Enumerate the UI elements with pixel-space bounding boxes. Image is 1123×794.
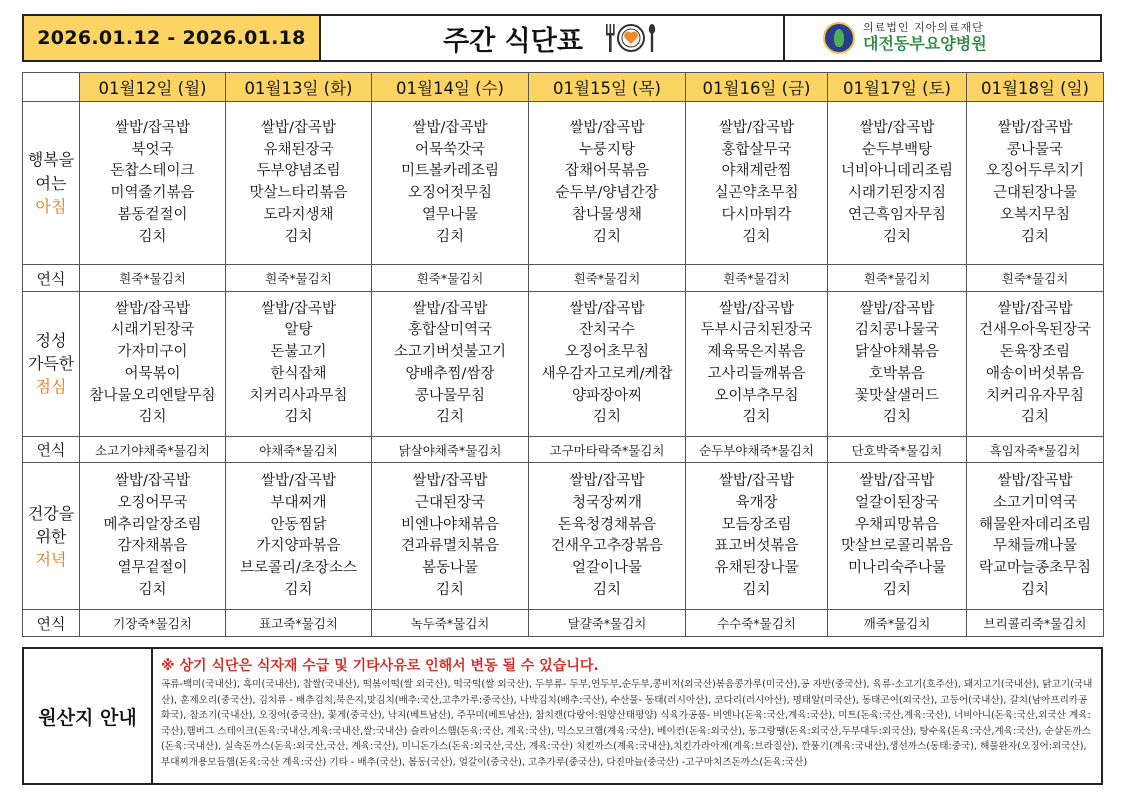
menu-item: 안동찜닭 bbox=[270, 516, 327, 533]
menu-item: 해물완자데리조림 bbox=[978, 516, 1092, 533]
menu-item: 새우감자고로케/케찹 bbox=[541, 365, 673, 382]
menu-cell bbox=[686, 102, 828, 265]
change-warning: ※ 상기 식단은 식자재 수급 및 기타사유로 인해서 변동 될 수 있습니다. bbox=[161, 658, 599, 674]
snack-cell: 고구마타락죽*물김치 bbox=[529, 436, 686, 463]
menu-item: 쌀밥/잡곡밥 bbox=[412, 300, 488, 317]
menu-item: 청국장찌개 bbox=[571, 494, 643, 511]
menu-item: 연근흑임자무침 bbox=[847, 206, 947, 223]
menu-item: 도라지생채 bbox=[263, 206, 334, 223]
menu-cell bbox=[686, 463, 828, 610]
menu-item: 다시마튀각 bbox=[721, 206, 792, 223]
menu-item: 김치 bbox=[742, 409, 771, 426]
menu-item: 치커리사과무침 bbox=[249, 387, 348, 404]
menu-item: 쌀밥/잡곡밥 bbox=[115, 300, 190, 317]
snack-cell: 표고죽*물김치 bbox=[226, 610, 372, 637]
menu-item: 봄동겉절이 bbox=[117, 206, 188, 223]
menu-item: 실곤약초무침 bbox=[714, 185, 799, 202]
snack-cell: 소고기야채죽*물김치 bbox=[80, 436, 226, 463]
menu-item: 비엔나야채볶음 bbox=[400, 516, 500, 533]
menu-item: 건새우아욱된장국 bbox=[978, 322, 1092, 339]
menu-item: 쌀밥/잡곡밥 bbox=[569, 119, 645, 136]
menu-item: 쌀밥/잡곡밥 bbox=[261, 473, 336, 490]
snack-cell: 흰죽*물김치 bbox=[967, 265, 1104, 292]
snack-label: 연식 bbox=[23, 436, 80, 463]
day-header: 01월14일 (수) bbox=[372, 73, 529, 102]
origin-text: 곡류-백미(국내산), 흑미(국내산), 찹쌀(국내산), 떡볶이떡(쌀 외국산), 떡국떡(쌀 외국산), 두부류- 두부,연두부,순두부,콩비지(외국산)볶음콩가루(미국산),공 자반(중국산), 육류-소고기(호주산), 돼지고기(국내산), 닭고기(국내산), 훈제오리(중국산), 김치류 - 배추김치,묵은지,맛김치(배추:국산,고추가루:중국산), 나박김치(배추:국산), 수산물- 동태(러시아산), 코다리(러시아산), 명태알(미국산), 동태곤이(외국산), 고등어(국내산), 갈치(남아프리카공화국), 참조기(국내산), 오징어(중국산), 꽃게(중국산), 낙지(베트남산), 주꾸미(베트남산), 참치캔(다랑어:원양산태평양) 식육가공품- 비엔나(돈육:국산,계육:국산), 미트(돈육:국산,계육:국산), 너비아니(돈육:국산,외국산 계육:국산),햄버그 스테이크(돈육:국내산,계육:국내산,쌀:국내산) 슬라이스햄(돈육:국산, 계육:국산), 믹스모크햄(계육:국산), 베이컨(돈육:외국산), 동그랑땡(돈육:외국산,두부대두:외국산), 탕수육(돈육:국산,계육:국산), 순살돈까스(돈육:국내산), 실속돈까스(돈육:외국산,국산, 계육:국산), 미니돈가스(돈육:외국산,국산, 계육:국산) 치킨까스(계육:국내산),치킨가라아게(계육:브라질산), 깐풍기(계육:국내산),생선까스(동태:중국), 해물완자(오징어:외국산), 부대찌개용모듬햄(돈육:국산 계육:국산) 기타 - 배추(국산), 봄동(국산), 얼갈이(중국산), 고추가루(중국산), 다진마늘(중국산) -고구마치즈돈까스(돈육:국산) bbox=[161, 679, 1093, 768]
menu-item: 오복지무침 bbox=[999, 206, 1071, 223]
menu-item: 맛살브로콜리볶음 bbox=[840, 538, 954, 555]
breakfast-row bbox=[23, 102, 1104, 265]
menu-item: 봄동나물 bbox=[421, 560, 479, 577]
menu-item: 누룽지탕 bbox=[578, 141, 636, 158]
menu-item: 쌀밥/잡곡밥 bbox=[412, 473, 488, 490]
menu-item: 김치 bbox=[138, 228, 167, 245]
menu-item: 돈육청경채볶음 bbox=[557, 516, 657, 533]
title-area bbox=[321, 16, 785, 60]
origin-body bbox=[153, 649, 1101, 783]
menu-cell bbox=[372, 291, 529, 436]
menu-item: 김치 bbox=[284, 581, 313, 598]
menu-item: 김치 bbox=[1020, 228, 1049, 245]
menu-item: 부대찌개 bbox=[270, 494, 327, 511]
snack-cell: 기장죽*물김치 bbox=[80, 610, 226, 637]
menu-item: 두부시금치된장국 bbox=[700, 322, 813, 339]
menu-item: 김치 bbox=[592, 581, 621, 598]
menu-item: 한식잡채 bbox=[270, 365, 327, 382]
menu-item: 꽃맛살샐러드 bbox=[854, 387, 940, 404]
snack-cell: 순두부야채죽*물김치 bbox=[686, 436, 828, 463]
heart-plate-icon bbox=[601, 21, 661, 55]
lunch-snack-row bbox=[23, 436, 1104, 463]
day-header: 01월18일 (일) bbox=[967, 73, 1104, 102]
lunch-label: 정성 가득한 점심 bbox=[23, 291, 80, 436]
menu-item: 제육묵은지볶음 bbox=[707, 344, 806, 361]
snack-cell: 흰죽*물김치 bbox=[80, 265, 226, 292]
snack-cell: 수수죽*물김치 bbox=[686, 610, 828, 637]
menu-item: 쌀밥/잡곡밥 bbox=[719, 300, 794, 317]
menu-item: 표고버섯볶음 bbox=[714, 538, 799, 555]
menu-item: 김치 bbox=[592, 228, 621, 245]
snack-cell: 흰죽*물김치 bbox=[686, 265, 828, 292]
menu-item: 김치콩나물국 bbox=[854, 322, 940, 339]
corner-cell bbox=[23, 73, 80, 102]
menu-item: 김치 bbox=[882, 409, 911, 426]
menu-item: 얼갈이된장국 bbox=[854, 494, 940, 511]
menu-item: 오이부추무침 bbox=[714, 387, 799, 404]
spoon-icon bbox=[649, 24, 655, 52]
menu-item: 유채된장국 bbox=[263, 141, 334, 158]
snack-cell: 흰죽*물김치 bbox=[226, 265, 372, 292]
menu-item: 홍합살미역국 bbox=[407, 322, 493, 339]
menu-cell bbox=[372, 463, 529, 610]
page-title: 주간 식단표 bbox=[443, 25, 583, 57]
menu-item: 김치 bbox=[1020, 581, 1049, 598]
menu-item: 콩나물무침 bbox=[414, 387, 486, 404]
menu-table bbox=[22, 72, 1104, 637]
dinner-label: 건강을 위한 저녁 bbox=[23, 463, 80, 610]
snack-cell: 흰죽*물김치 bbox=[529, 265, 686, 292]
menu-item: 잡채어묵볶음 bbox=[564, 163, 650, 180]
menu-item: 어묵볶이 bbox=[124, 365, 181, 382]
menu-item: 돈불고기 bbox=[270, 344, 327, 361]
day-header: 01월13일 (화) bbox=[226, 73, 372, 102]
menu-item: 쌀밥/잡곡밥 bbox=[115, 119, 190, 136]
snack-cell: 브리콜리죽*물김치 bbox=[967, 610, 1104, 637]
menu-item: 가자미구이 bbox=[117, 344, 188, 361]
menu-item: 잔치국수 bbox=[578, 322, 636, 339]
snack-cell: 깨죽*물김치 bbox=[828, 610, 967, 637]
menu-item: 알탕 bbox=[284, 322, 313, 339]
hospital-subtitle: 의료법인 지아의료재단 bbox=[863, 21, 984, 35]
menu-item: 쌀밥/잡곡밥 bbox=[412, 119, 488, 136]
menu-item: 소고기버섯불고기 bbox=[393, 344, 507, 361]
hospital-name: 대전동부요양병원 bbox=[863, 34, 987, 54]
menu-item: 얼갈이나물 bbox=[571, 560, 643, 577]
day-header: 01월16일 (금) bbox=[686, 73, 828, 102]
menu-cell bbox=[967, 291, 1104, 436]
menu-item: 육개장 bbox=[735, 494, 778, 511]
menu-item: 근대된장나물 bbox=[992, 185, 1078, 202]
snack-label: 연식 bbox=[23, 265, 80, 292]
menu-cell bbox=[967, 102, 1104, 265]
menu-item: 김치 bbox=[138, 409, 167, 426]
day-header: 01월15일 (목) bbox=[529, 73, 686, 102]
menu-cell bbox=[226, 463, 372, 610]
menu-item: 닭살야채볶음 bbox=[854, 344, 940, 361]
menu-item: 김치 bbox=[882, 581, 911, 598]
menu-item: 호박볶음 bbox=[868, 365, 926, 382]
menu-cell bbox=[828, 102, 967, 265]
menu-item: 오징어젓무침 bbox=[407, 185, 493, 202]
menu-item: 김치 bbox=[284, 228, 313, 245]
menu-item: 미역줄기볶음 bbox=[110, 185, 195, 202]
breakfast-snack-row bbox=[23, 265, 1104, 292]
menu-item: 돈육장조림 bbox=[999, 344, 1071, 361]
menu-item: 김치 bbox=[742, 581, 771, 598]
menu-item: 애송이버섯볶음 bbox=[985, 365, 1085, 382]
date-range: 2026.01.12 - 2026.01.18 bbox=[24, 16, 321, 60]
snack-cell: 달걀죽*물김치 bbox=[529, 610, 686, 637]
snack-cell: 단호박죽*물김치 bbox=[828, 436, 967, 463]
dinner-row bbox=[23, 463, 1104, 610]
menu-item: 북엇국 bbox=[131, 141, 174, 158]
menu-item: 양배추찜/쌈장 bbox=[405, 365, 495, 382]
snack-cell: 닭살야채죽*물김치 bbox=[372, 436, 529, 463]
menu-item: 쌀밥/잡곡밥 bbox=[719, 119, 794, 136]
menu-item: 미나리숙주나물 bbox=[847, 560, 947, 577]
breakfast-label: 행복을 여는 아침 bbox=[23, 102, 80, 265]
menu-cell bbox=[828, 291, 967, 436]
menu-item: 견과류멸치볶음 bbox=[400, 538, 500, 555]
menu-item: 소고기미역국 bbox=[992, 494, 1078, 511]
menu-item: 미트볼카레조림 bbox=[400, 163, 500, 180]
menu-item: 감자채볶음 bbox=[117, 538, 188, 555]
header bbox=[22, 14, 1102, 62]
menu-item: 근대된장국 bbox=[414, 494, 486, 511]
menu-cell bbox=[80, 102, 226, 265]
menu-item: 김치 bbox=[882, 228, 911, 245]
menu-cell bbox=[529, 291, 686, 436]
menu-item: 야채계란찜 bbox=[721, 163, 792, 180]
menu-item: 김치 bbox=[435, 409, 464, 426]
menu-item: 순두부/양념간장 bbox=[555, 185, 659, 202]
menu-item: 김치 bbox=[742, 228, 771, 245]
menu-item: 치커리유자무침 bbox=[985, 387, 1085, 404]
menu-item: 맛살느타리볶음 bbox=[249, 185, 348, 202]
menu-cell bbox=[529, 102, 686, 265]
menu-cell bbox=[80, 291, 226, 436]
dinner-snack-row bbox=[23, 610, 1104, 637]
menu-item: 참나물오리엔탈무침 bbox=[89, 387, 216, 404]
menu-item: 너비아니데리조림 bbox=[840, 163, 954, 180]
fork-icon bbox=[606, 24, 615, 52]
menu-item: 쌀밥/잡곡밥 bbox=[719, 473, 794, 490]
menu-item: 유채된장나물 bbox=[714, 560, 799, 577]
day-header: 01월17일 (토) bbox=[828, 73, 967, 102]
menu-item: 브로콜리/초장소스 bbox=[240, 560, 357, 577]
menu-item: 락교마늘종초무침 bbox=[978, 560, 1092, 577]
menu-item: 쌀밥/잡곡밥 bbox=[261, 300, 336, 317]
day-header: 01월12일 (월) bbox=[80, 73, 226, 102]
lunch-row bbox=[23, 291, 1104, 436]
hospital-block bbox=[785, 16, 1100, 60]
menu-item: 김치 bbox=[592, 409, 621, 426]
origin-notice bbox=[22, 647, 1103, 785]
menu-cell bbox=[967, 463, 1104, 610]
snack-cell: 야채죽*물김치 bbox=[226, 436, 372, 463]
origin-label: 원산지 안내 bbox=[24, 649, 153, 783]
snack-cell: 흰죽*물김치 bbox=[372, 265, 529, 292]
menu-item: 김치 bbox=[1020, 409, 1049, 426]
menu-item: 열무나물 bbox=[421, 206, 479, 223]
menu-item: 오징어초무침 bbox=[564, 344, 650, 361]
menu-item: 쌀밥/잡곡밥 bbox=[859, 119, 935, 136]
menu-item: 쌀밥/잡곡밥 bbox=[569, 473, 645, 490]
menu-item: 쌀밥/잡곡밥 bbox=[859, 300, 935, 317]
snack-cell: 녹두죽*물김치 bbox=[372, 610, 529, 637]
menu-item: 메추리알장조림 bbox=[103, 516, 202, 533]
menu-item: 두부양념조림 bbox=[256, 163, 341, 180]
menu-item: 시래기된장국 bbox=[110, 322, 195, 339]
day-header-row bbox=[23, 73, 1104, 102]
menu-item: 김치 bbox=[284, 409, 313, 426]
menu-cell bbox=[372, 102, 529, 265]
menu-cell bbox=[686, 291, 828, 436]
menu-item: 쌀밥/잡곡밥 bbox=[115, 473, 190, 490]
menu-item: 김치 bbox=[435, 228, 464, 245]
snack-cell: 흑임자죽*물김치 bbox=[967, 436, 1104, 463]
menu-item: 오징어무국 bbox=[117, 494, 188, 511]
menu-cell bbox=[226, 102, 372, 265]
menu-cell bbox=[529, 463, 686, 610]
menu-item: 참나물생채 bbox=[571, 206, 643, 223]
menu-item: 돈찹스테이크 bbox=[110, 163, 195, 180]
menu-item: 무채들깨나물 bbox=[992, 538, 1078, 555]
menu-cell bbox=[80, 463, 226, 610]
menu-item: 어묵쑥갓국 bbox=[414, 141, 486, 158]
menu-item: 김치 bbox=[138, 581, 167, 598]
menu-item: 가지양파볶음 bbox=[256, 538, 341, 555]
menu-item: 홍합살무국 bbox=[721, 141, 792, 158]
menu-item: 시래기된장지짐 bbox=[847, 185, 947, 202]
hospital-logo-icon bbox=[823, 22, 855, 54]
menu-item: 양파장아찌 bbox=[571, 387, 643, 404]
menu-item: 열무겉절이 bbox=[117, 560, 188, 577]
menu-item: 고사리들깨볶음 bbox=[707, 365, 806, 382]
snack-label: 연식 bbox=[23, 610, 80, 637]
menu-item: 쌀밥/잡곡밥 bbox=[859, 473, 935, 490]
menu-item: 건새우고추장볶음 bbox=[550, 538, 664, 555]
menu-cell bbox=[828, 463, 967, 610]
menu-item: 김치 bbox=[435, 581, 464, 598]
menu-item: 쌀밥/잡곡밥 bbox=[261, 119, 336, 136]
snack-cell: 흰죽*물김치 bbox=[828, 265, 967, 292]
menu-item: 쌀밥/잡곡밥 bbox=[997, 473, 1073, 490]
menu-cell bbox=[226, 291, 372, 436]
menu-item: 쌀밥/잡곡밥 bbox=[997, 119, 1073, 136]
menu-item: 콩나물국 bbox=[1006, 141, 1064, 158]
menu-item: 모듬장조림 bbox=[721, 516, 792, 533]
menu-item: 쌀밥/잡곡밥 bbox=[569, 300, 645, 317]
menu-item: 우채피망볶음 bbox=[854, 516, 940, 533]
menu-item: 순두부백탕 bbox=[861, 141, 933, 158]
menu-item: 쌀밥/잡곡밥 bbox=[997, 300, 1073, 317]
menu-item: 오징어두루치기 bbox=[985, 163, 1085, 180]
